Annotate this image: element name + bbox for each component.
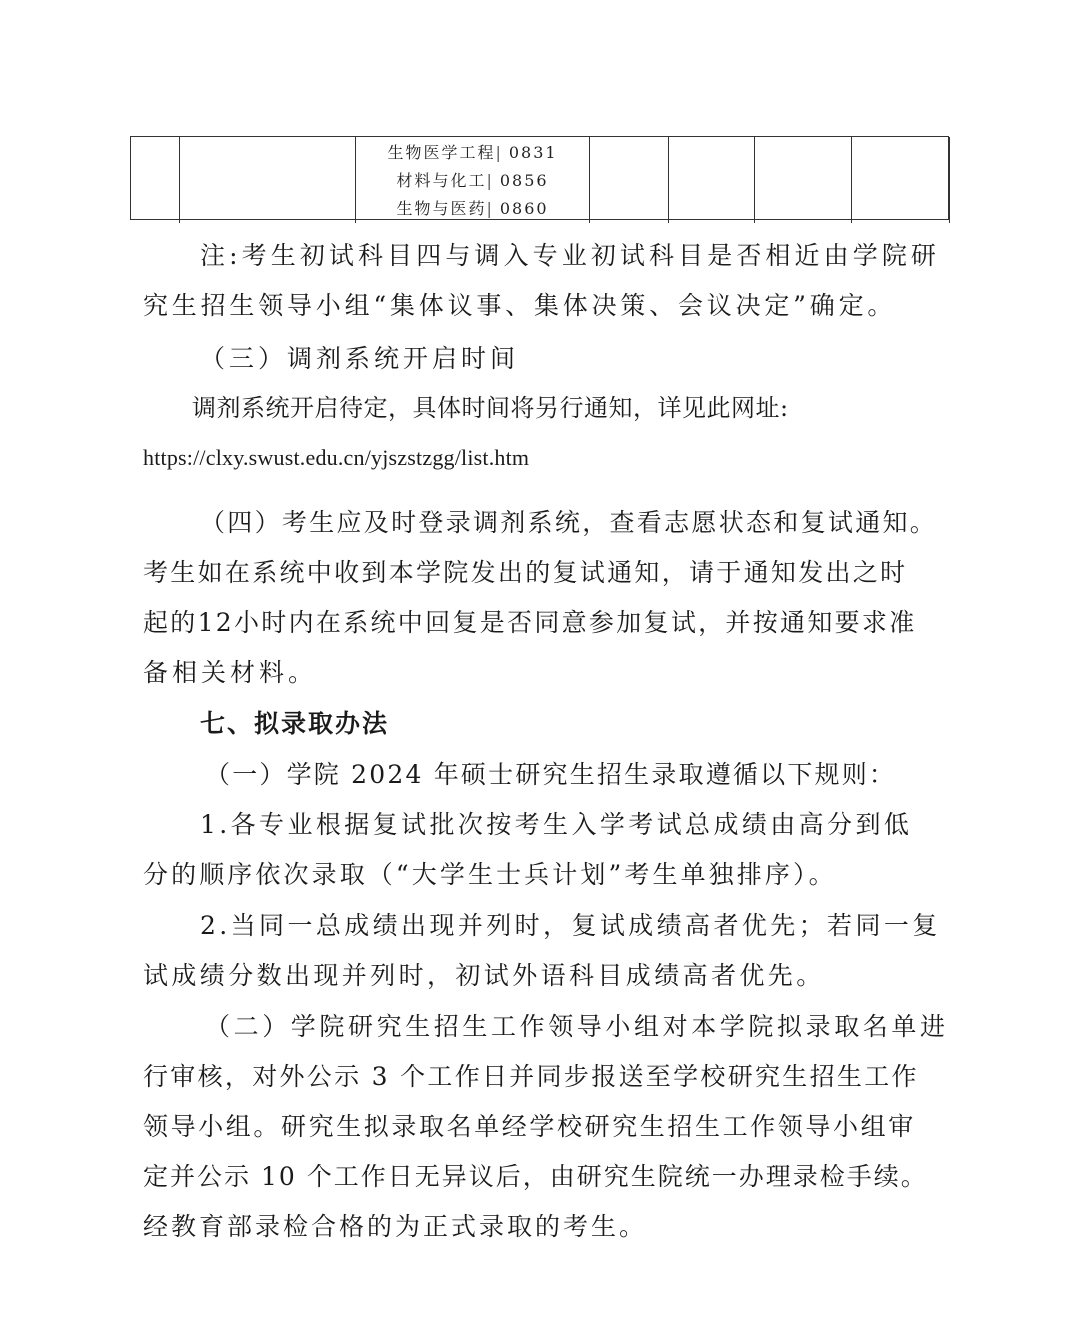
table-cell — [590, 137, 669, 223]
major-code: 0831 — [508, 143, 558, 162]
section-title: （三）调剂系统开启时间 — [200, 344, 520, 373]
table-cell — [669, 137, 755, 223]
paragraph-line: 试成绩分数出现并列时，初试外语科目成绩高者优先。 — [143, 961, 825, 990]
table-cell — [180, 137, 356, 223]
table-cell — [852, 137, 950, 223]
major-code: 0856 — [499, 171, 549, 190]
table-cell — [131, 137, 180, 223]
major-row — [396, 195, 548, 223]
major-row — [387, 139, 557, 167]
major-name: 生物医学工程 — [387, 143, 496, 162]
paragraph-line: 1.各专业根据复试批次按考生入学考试总成绩由高分到低 — [200, 810, 913, 839]
note-line: 注:考生初试科目四与调入专业初试科目是否相近由学院研 — [200, 241, 941, 270]
majors-cell — [356, 137, 590, 223]
separator: | — [495, 143, 503, 162]
table-cell — [755, 137, 852, 223]
paragraph-line: 行审核，对外公示 3 个工作日并同步报送至学校研究生招生工作 — [143, 1062, 919, 1091]
paragraph-line: 2.当同一总成绩出现并列时，复试成绩高者优先；若同一复 — [200, 911, 941, 940]
major-row — [396, 167, 548, 195]
url-link[interactable]: https://clxy.swust.edu.cn/yjszstzgg/list.htm — [143, 445, 530, 470]
separator: | — [486, 199, 494, 218]
paragraph-line: 备相关材料。 — [143, 658, 318, 687]
paragraph-line: 领导小组。研究生拟录取名单经学校研究生招生工作领导小组审 — [143, 1112, 916, 1141]
paragraph-line: 经教育部录检合格的为正式录取的考生。 — [143, 1212, 648, 1241]
paragraph-line: （二）学院研究生招生工作领导小组对本学院拟录取名单进 — [205, 1012, 949, 1041]
paragraph-line: 考生如在系统中收到本学院发出的复试通知，请于通知发出之时 — [143, 558, 908, 587]
paragraph-line: 调剂系统开启待定，具体时间将另行通知，详见此网址: — [192, 394, 789, 422]
majors-table — [130, 136, 949, 220]
major-name: 材料与化工 — [396, 171, 487, 190]
note-line: 究生招生领导小组“集体议事、集体决策、会议决定”确定。 — [143, 291, 897, 320]
paragraph-line: （一）学院 2024 年硕士研究生招生录取遵循以下规则： — [205, 760, 897, 789]
paragraph-line: 起的12小时内在系统中回复是否同意参加复试，并按通知要求准 — [143, 608, 917, 637]
paragraph-line: 分的顺序依次录取（“大学生士兵计划”考生单独排序）。 — [143, 860, 837, 889]
major-name: 生物与医药 — [396, 199, 487, 218]
paragraph-line: 定并公示 10 个工作日无异议后，由研究生院统一办理录检手续。 — [143, 1162, 928, 1191]
major-code: 0860 — [499, 199, 549, 218]
section-heading: 七、拟录取办法 — [200, 709, 390, 738]
separator: | — [486, 171, 494, 190]
paragraph-line: （四）考生应及时登录调剂系统，查看志愿状态和复试通知。 — [200, 508, 938, 537]
